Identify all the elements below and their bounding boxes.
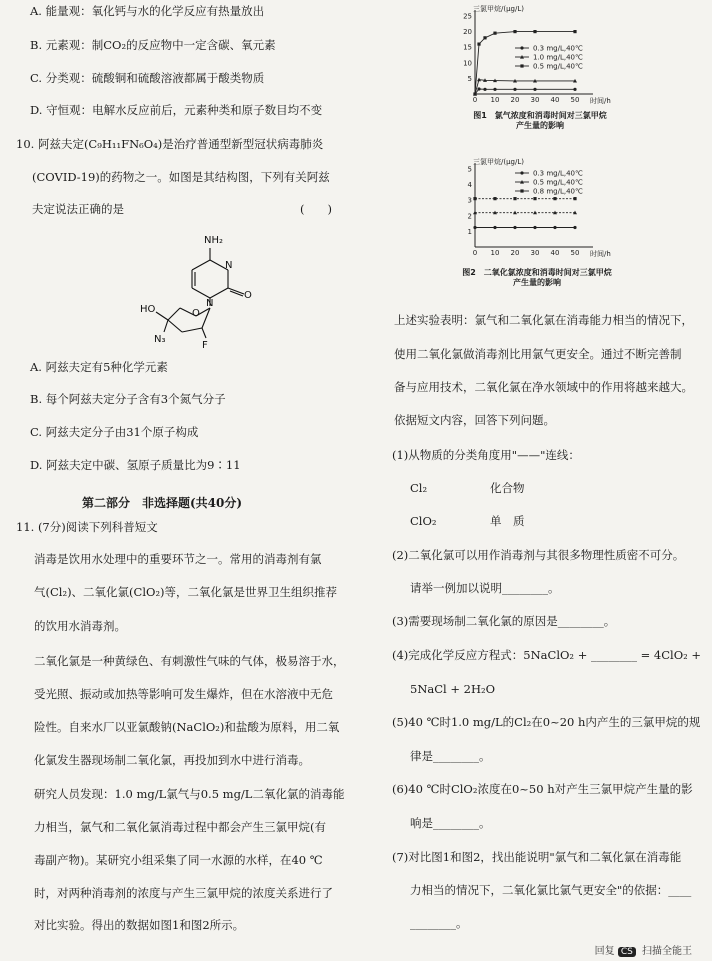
data-point [513,197,516,200]
figure-2-chlorine-dioxide-chart [455,155,615,263]
conclusion-line: 依据短文内容，回答下列问题。 [394,413,555,427]
x-tick-label: 40 [550,96,560,104]
data-point [573,197,576,200]
data-point [477,87,480,90]
q9-option-b: B. 元素观：制CO₂的反应物中一定含碳、氧元素 [30,38,276,52]
legend-marker [520,46,523,49]
legend-entry: 0.8 mg/L,40℃ [533,187,583,196]
q10-answer-blank: ( ) [300,202,332,216]
legend-entry: 0.3 mg/L,40℃ [533,169,583,178]
data-point [573,88,576,91]
scanner-watermark [595,942,692,957]
legend-entry: 0.5 mg/L,40℃ [533,178,583,187]
data-point [513,88,516,91]
data-point [473,92,476,95]
q10-stem-line-1: 10. 阿兹夫定(C₉H₁₁FN₆O₄)是治疗普通型新型冠状病毒肺炎 [16,137,324,151]
figure-1-ylabel: 三氯甲烷/(μg/L) [473,5,524,13]
data-point [513,30,516,33]
conclusion-line: 上述实验表明：氯气和二氧化氯在消毒能力相当的情况下， [394,313,693,327]
data-point [477,42,480,45]
figure-1-caption: 图1 氯气浓度和消毒时间对三氯甲烷产生量的影响 [473,111,607,130]
passage-line: 研究人员发现：1.0 mg/L氯气与0.5 mg/L二氧化氯的消毒能 [34,787,345,801]
data-point [573,30,576,33]
q7-line-1: (7)对比图1和图2，找出能说明"氯气和二氧化氯在消毒能 [392,850,682,864]
q7-line-2: 力相当的情况下，二氧化氯比氯气更安全"的依据：____ [410,883,692,897]
match-left-clo2: ClO₂ [410,514,437,528]
passage-line: 气(Cl₂)、二氧化氯(ClO₂)等，二氧化氯是世界卫生组织推荐 [34,585,338,599]
q4-line-2: 5NaCl + 2H₂O [410,682,496,696]
x-tick-label: 50 [570,96,580,104]
figure-2-ylabel: 三氯甲烷/(μg/L) [473,158,524,166]
x-tick-label: 10 [490,249,500,257]
conclusion-line: 使用二氧化氯做消毒剂比用氯气更安全。通过不断完善制 [394,347,682,361]
passage-line: 对比实验。得出的数据如图1和图2所示。 [34,918,245,932]
data-point [493,32,496,35]
q9-option-a: A. 能量观：氧化钙与水的化学反应有热量放出 [30,4,265,18]
passage-line: 力相当，氯气和二氧化氯消毒过程中都会产生三氯甲烷(有 [34,820,326,834]
passage-line: 的饮用水消毒剂。 [34,619,126,633]
o-label-carbonyl: O [244,290,252,301]
passage-line: 受光照、振动或加热等影响可发生爆炸，但在水溶液中无危 [34,687,333,701]
series-line-1 [475,89,575,94]
data-point [483,36,486,39]
data-point [553,226,556,229]
conclusion-line: 备与应用技术，二氧化氯在净水领域中的作用将越来越大。 [394,380,693,394]
q10-option-c: C. 阿兹夫定分子由31个原子构成 [30,425,199,439]
q4-line-1: (4)完成化学反应方程式：5NaClO₂ + ________ = 4ClO₂ + [392,648,702,662]
figure-2-xlabel: 时间/h [590,250,611,258]
q3-prompt: (3)需要现场制二氧化氯的原因是________。 [392,614,616,628]
match-left-cl2: Cl₂ [410,481,428,495]
passage-line: 险性。自来水厂以亚氯酸钠(NaClO₂)和盐酸为原料，用二氧 [34,720,340,734]
x-tick-label: 30 [530,96,540,104]
legend-entry: 0.5 mg/L,40℃ [533,62,583,71]
data-point [493,197,496,200]
q1-prompt: (1)从物质的分类角度用"——"连线： [392,448,580,462]
legend-marker [520,189,523,192]
q2-line-1: (2)二氧化氯可以用作消毒剂与其很多物理性质密不可分。 [392,548,685,562]
figure-2-caption: 图2 二氧化氯浓度和消毒时间对三氯甲烷产生量的影响 [462,268,612,287]
x-tick-label: 50 [570,249,580,257]
data-point [493,88,496,91]
match-right-element: 单 质 [490,514,525,528]
q10-stem-line-2: (COVID-19)的药物之一。如图是其结构图，下列有关阿兹 [32,170,330,184]
passage-line: 消毒是饮用水处理中的重要环节之一。常用的消毒剂有氯 [34,552,322,566]
q10-option-d: D. 阿兹夫定中碳、氢原子质量比为9∶11 [30,458,241,472]
q7-line-3: ________。 [410,916,468,930]
x-tick-label: 30 [530,249,540,257]
y-tick-label: 2 [467,212,472,221]
y-tick-label: 20 [463,28,472,37]
x-tick-label: 20 [510,249,520,257]
data-point [483,88,486,91]
f-label: F [202,340,208,348]
q9-option-c: C. 分类观：硫酸铜和硫酸溶液都属于酸类物质 [30,71,265,85]
x-tick-label: 40 [550,249,560,257]
x-tick-label: 0 [472,249,478,257]
y-tick-label: 3 [467,196,472,205]
y-tick-label: 25 [463,12,472,21]
y-tick-label: 5 [467,74,472,83]
data-point [533,197,536,200]
x-tick-label: 10 [490,96,500,104]
q2-line-2: 请举一例加以说明________。 [410,581,560,595]
o-label-ring: O [192,308,200,319]
data-point [473,197,476,200]
ho-label: HO [140,304,156,315]
data-point [513,226,516,229]
q5-line-2: 律是________。 [410,749,491,763]
legend-marker [520,171,523,174]
part2-heading: 第二部分 非选择题(共40分) [82,496,243,510]
n-label-1: N [225,260,233,271]
x-tick-label: 0 [472,96,478,104]
y-tick-label: 10 [463,59,472,68]
series-line-2 [475,80,575,94]
x-tick-label: 20 [510,96,520,104]
data-point [533,30,536,33]
passage-line: 毒副产物)。某研究小组采集了同一水源的水样，在40 ℃ [34,853,323,867]
camscanner-logo-icon: CS [618,947,636,957]
match-right-compound: 化合物 [490,481,525,495]
y-tick-label: 1 [467,227,472,236]
data-point [573,226,576,229]
data-point [533,88,536,91]
y-tick-label: 15 [463,43,472,52]
data-point [553,197,556,200]
legend-marker [520,64,523,67]
n3-label: N₃ [154,334,166,345]
q5-line-1: (5)40 ℃时1.0 mg/L的Cl₂在0~20 h内产生的三氯甲烷的规 [392,715,701,729]
legend-entry: 0.3 mg/L,40℃ [533,44,583,53]
q6-line-1: (6)40 ℃时ClO₂浓度在0~50 h对产生三氯甲烷产生量的影 [392,782,693,796]
legend-entry: 1.0 mg/L,40℃ [533,53,583,62]
q10-option-b: B. 每个阿兹夫定分子含有3个氮气分子 [30,392,226,406]
q11-header: 11. (7分)阅读下列科普短文 [16,520,158,534]
azvudine-structure [140,228,310,348]
y-tick-label: 5 [467,165,472,174]
watermark-text: 扫描全能王 [642,946,692,957]
figure-1-xlabel: 时间/h [590,97,611,105]
passage-line: 二氧化氯是一种黄绿色、有刺激性气味的气体，极易溶于水， [34,654,345,668]
nh2-label: NH₂ [204,235,224,246]
q9-option-d: D. 守恒观：电解水反应前后，元素种类和原子数目均不变 [30,103,323,117]
data-point [493,226,496,229]
q6-line-2: 响是________。 [410,816,491,830]
y-tick-label: 4 [467,181,472,190]
watermark-prefix: 回复 [594,946,615,957]
q10-option-a: A. 阿兹夫定有5种化学元素 [30,360,168,374]
q10-stem-line-3: 夫定说法正确的是 [32,202,124,216]
passage-line: 时，对两种消毒剂的浓度与产生三氯甲烷的浓度关系进行了 [34,886,333,900]
n-label-2: N [206,298,214,309]
passage-line: 化氯发生器现场制二氧化氯，再投加到水中进行消毒。 [34,753,310,767]
figure-1-chlorine-chart [455,2,615,110]
data-point [533,226,536,229]
data-point [473,226,476,229]
